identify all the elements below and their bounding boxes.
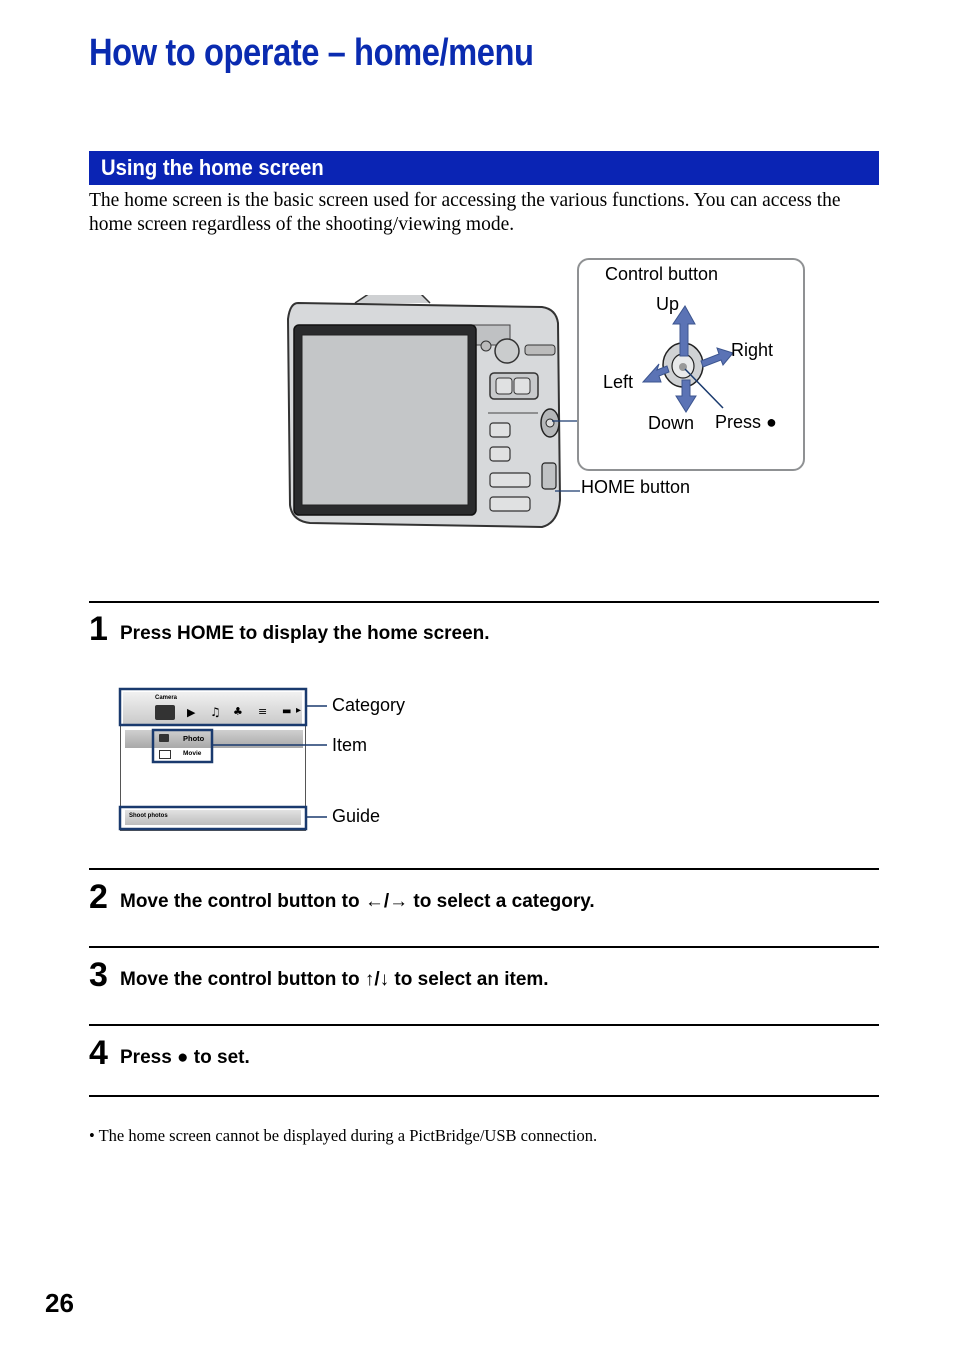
- up-label: Up: [656, 294, 680, 314]
- step-1-number: 1: [89, 610, 108, 648]
- category-highlight: [120, 689, 306, 725]
- step-4-text: Press ● to set.: [120, 1047, 250, 1068]
- guide-text: Shoot photos: [129, 813, 168, 819]
- people-icon: ♣: [233, 705, 243, 718]
- step-divider: [89, 946, 879, 948]
- step-divider: [89, 868, 879, 870]
- right-arrow-icon: [701, 348, 733, 367]
- movie-icon: ▶: [187, 706, 196, 719]
- step-3-number: 3: [89, 956, 108, 994]
- item-movie: Movie: [183, 750, 202, 757]
- step-3-text: Move the control button to ↑/↓ to select an item.: [120, 969, 549, 990]
- page-number: 26: [45, 1288, 74, 1318]
- control-button-arrows: [577, 258, 805, 471]
- item-photo: Photo: [183, 734, 205, 743]
- guide-callout: Guide: [332, 806, 381, 826]
- category-name: Camera: [155, 695, 178, 701]
- down-label: Down: [648, 413, 695, 433]
- home-button-on-camera: [542, 463, 556, 489]
- step-divider: [89, 1024, 879, 1026]
- step-2-number: 2: [89, 878, 108, 916]
- battery-icon: ▬: [282, 706, 292, 717]
- section-heading: Using the home screen: [101, 155, 324, 180]
- item-callout: Item: [332, 735, 368, 755]
- category-callout: Category: [332, 695, 406, 715]
- item-highlight: [153, 730, 212, 762]
- step-2-text: Move the control button to ←/→ to select a category.: [120, 891, 595, 912]
- left-arrow-icon: [643, 364, 669, 382]
- home-button-label: HOME button: [581, 477, 691, 497]
- camera-screen: [302, 335, 468, 505]
- music-icon: ♫: [210, 705, 221, 719]
- note-text: • The home screen cannot be displayed during a PictBridge/USB connection.: [89, 1126, 598, 1145]
- page-title: How to operate – home/menu: [89, 32, 534, 74]
- guide-highlight: [120, 807, 306, 829]
- home-screen-callouts: [115, 685, 335, 835]
- more-right-icon: ▸: [296, 705, 302, 716]
- section-heading-bar: [89, 151, 879, 185]
- press-label: Press ●: [715, 412, 777, 432]
- camera-illustration: [280, 295, 580, 540]
- step-divider: [89, 601, 879, 603]
- step-1-text: Press HOME to display the home screen.: [120, 623, 490, 644]
- settings-icon: ≡: [258, 705, 268, 718]
- left-label: Left: [603, 372, 634, 392]
- right-label: Right: [731, 340, 774, 360]
- intro-paragraph: The home screen is the basic screen used for accessing the various functions. You can access the home screen regardless of the shooting/viewing mode.: [89, 190, 841, 235]
- step-4-number: 4: [89, 1034, 108, 1072]
- steps-end-divider: [89, 1095, 879, 1097]
- control-button-label: Control button: [605, 264, 719, 284]
